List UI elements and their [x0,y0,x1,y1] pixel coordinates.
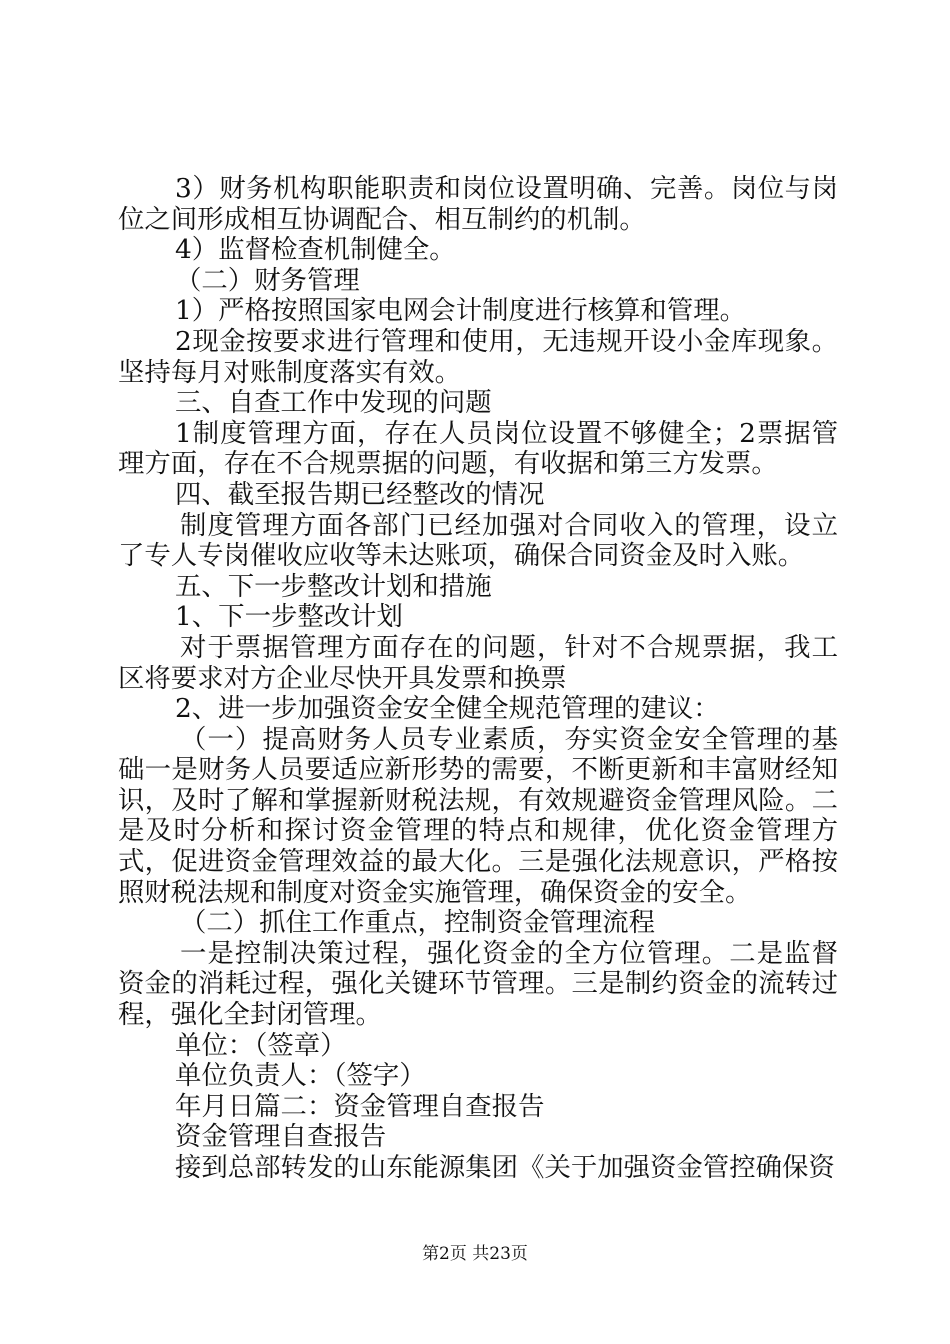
document-body [118,174,838,1184]
paragraph: 1）严格按照国家电网会计制度进行核算和管理。 [175,295,746,327]
paragraph: 2现金按要求进行管理和使用，无违规开设小金库现象。坚持每月对账制度落实有效。 [118,325,838,388]
page-number-label: 第2页 共23页 [422,1244,528,1264]
paragraph: （二）财务管理 [175,264,360,296]
paragraph: 对于票据管理方面存在的问题，针对不合规票据，我工区将要求对方企业尽快开具发票和换票 [118,631,838,694]
signature-line: 单位负责人：（签字） [175,1060,426,1092]
paragraph: 接到总部转发的山东能源集团《关于加强资金管控确保资 [175,1152,835,1183]
paragraph: 一是控制决策过程，强化资金的全方位管理。二是监督资金的消耗过程，强化关键环节管理。三是制约资金的流转过程，强化全封闭管理。 [118,937,838,1031]
paragraph: （二）抓住工作重点，控制资金管理流程 [180,907,656,939]
signature-line: 单位：（签章） [175,1029,347,1061]
paragraph: （一）提高财务人员专业素质，夯实资金安全管理的基础一是财务人员要适应新形势的需要，不断更新和丰富财经知识，及时了解和掌握新财税法规，有效规避资金管理风险。二是及时分析和探讨资金管理的特点和规律，优化资金管理方式，促进资金管理效益的最大化。三是强化法规意识，严格按照财税法规和制度对资金实施管理，确保资金的安全。 [118,723,838,908]
section-heading: 五、下一步整改计划和措施 [175,570,492,602]
document-title: 资金管理自查报告 [175,1121,387,1153]
page-footer [0,1244,950,1264]
section-heading: 四、截至报告期已经整改的情况 [175,478,545,510]
section-heading: 三、自查工作中发现的问题 [175,387,492,419]
paragraph: 1制度管理方面，存在人员岗位设置不够健全；2票据管理方面，存在不合规票据的问题，有收据和第三方发票。 [118,417,838,480]
paragraph: 2、进一步加强资金安全健全规范管理的建议： [175,693,720,725]
paragraph: 3）财务机构职能职责和岗位设置明确、完善。岗位与岗位之间形成相互协调配合、相互制约的机制。 [118,173,838,235]
paragraph: 制度管理方面各部门已经加强对合同收入的管理，设立了专人专岗催收应收等未达账项，确保合同资金及时入账。 [118,509,838,572]
paragraph: 4）监督检查机制健全。 [175,234,456,266]
paragraph: 1、下一步整改计划 [175,601,403,633]
paragraph: 年月日篇二：资金管理自查报告 [175,1090,545,1122]
